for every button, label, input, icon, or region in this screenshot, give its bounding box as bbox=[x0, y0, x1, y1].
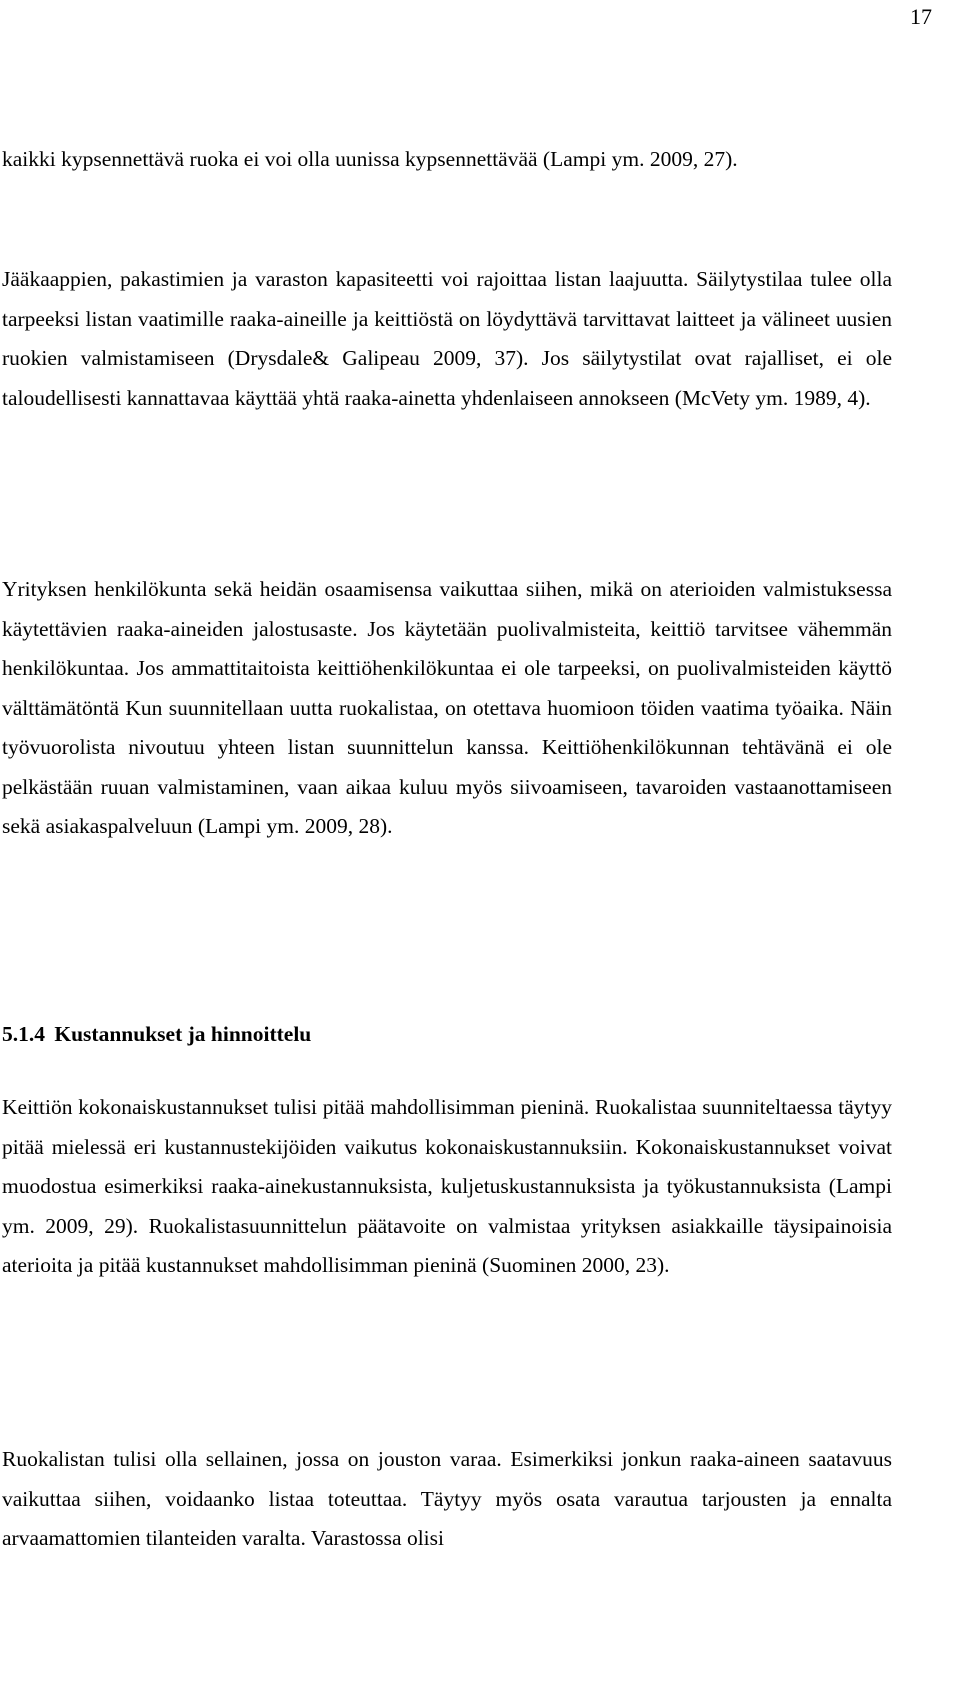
paragraph-3: Yrityksen henkilökunta sekä heidän osaamisensa vaikuttaa siihen, mikä on aterioiden valmistuksessa käytettävien raaka-aineiden jalostusaste. Jos käytetään puolivalmisteita, keittiö tarvitsee vähemmän henkilökuntaa. Jos ammattitaitoista keittiöhenkilökuntaa ei ole tarpeeksi, on puolivalmisteiden käyttö välttämätöntä Kun suunnitellaan uutta ruokalistaa, on otettava huomioon töiden vaatima työaika. Näin työvuorolista nivoutuu yhteen listan suunnittelun kanssa. Keittiöhenkilökunnan tehtävänä ei ole pelkästään ruuan valmistaminen, vaan aikaa kuluu myös siivoamiseen, tavaroiden vastaanottamiseen sekä asiakaspalveluun (Lampi ym. 2009, 28). bbox=[2, 577, 892, 838]
section-heading bbox=[2, 1024, 311, 1046]
paragraph-4: Keittiön kokonaiskustannukset tulisi pitää mahdollisimman pieninä. Ruokalistaa suunniteltaessa täytyy pitää mielessä eri kustannustekijöiden vaikutus kokonaiskustannuksiin. Kokonaiskustannukset voivat muodostua esimerkiksi raaka-ainekustannuksista, kuljetuskustannuksista ja työkustannuksista (Lampi ym. 2009, 29). Ruokalistasuunnittelun päätavoite on valmistaa yrityksen asiakkaille täysipainoisia aterioita ja pitää kustannukset mahdollisimman pieninä (Suominen 2000, 23). bbox=[2, 1095, 892, 1277]
section-number: 5.1.4 bbox=[2, 1022, 45, 1046]
section-title: Kustannukset ja hinnoittelu bbox=[54, 1022, 312, 1046]
paragraph-5: Ruokalistan tulisi olla sellainen, jossa on jouston varaa. Esimerkiksi jonkun raaka-aineen saatavuus vaikuttaa siihen, voidaanko listaa toteuttaa. Täytyy myös osata varautua tarjousten ja ennalta arvaamattomien tilanteiden varalta. Varastossa olisi bbox=[2, 1447, 892, 1550]
paragraph-2: Jääkaappien, pakastimien ja varaston kapasiteetti voi rajoittaa listan laajuutta. Säilytystilaa tulee olla tarpeeksi listan vaatimille raaka-aineille ja keittiöstä on löydyttävä tarvittavat laitteet ja välineet uusien ruokien valmistamiseen (Drysdale& Galipeau 2009, 37). Jos säilytystilat ovat rajalliset, ei ole taloudellisesti kannattavaa käyttää yhtä raaka-ainetta yhdenlaiseen annokseen (McVety ym. 1989, 4). bbox=[2, 267, 892, 410]
paragraph-1: kaikki kypsennettävä ruoka ei voi olla uunissa kypsennettävää (Lampi ym. 2009, 27). bbox=[2, 147, 738, 171]
page-number: 17 bbox=[910, 4, 932, 29]
